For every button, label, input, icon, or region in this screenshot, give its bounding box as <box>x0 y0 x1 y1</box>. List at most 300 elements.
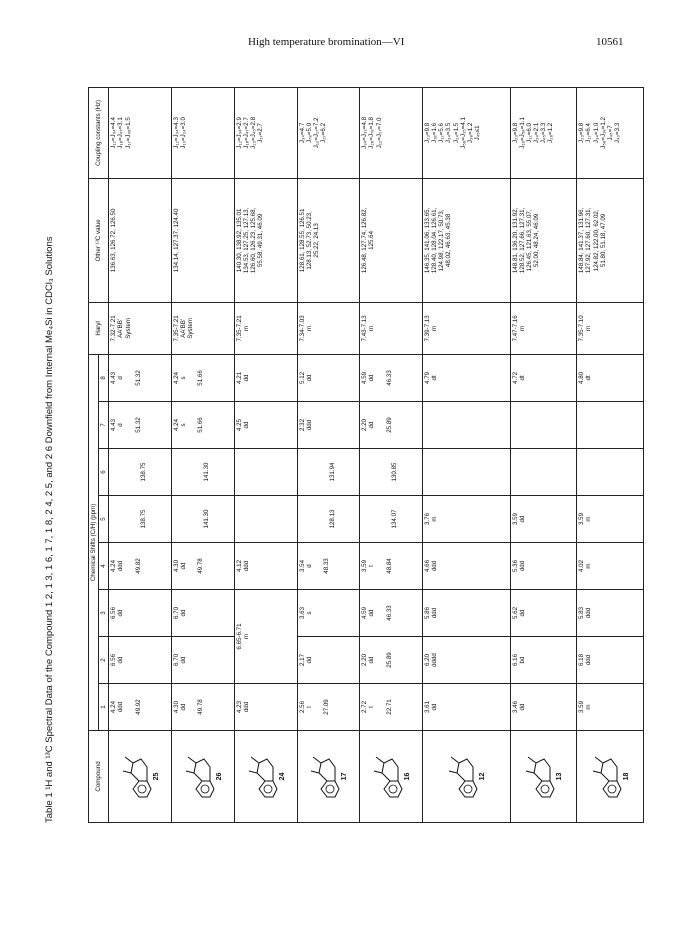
cell-text: dt <box>431 375 439 381</box>
shift-pos-2 <box>109 637 172 684</box>
header-pos-3: 3 <box>99 590 109 637</box>
cell-text: J₅₈=J₁₈=1.2 <box>599 117 607 149</box>
cell-text: dd <box>180 562 188 570</box>
cell-text: dd <box>180 609 188 617</box>
cell-text: 2.20 <box>361 418 369 432</box>
compound-cell <box>577 731 644 823</box>
cell-text: 3.59 <box>578 700 586 714</box>
cell-text: ddd <box>242 560 250 572</box>
cell-text: 4.24 <box>110 559 118 573</box>
cell-text: J₂₃=J₄₅=2.8 <box>250 116 258 149</box>
cell-gap <box>376 639 386 681</box>
cell-text: dd <box>305 374 313 382</box>
coupling-constants <box>172 87 235 178</box>
cell-text: 4.43 <box>110 418 118 432</box>
cell-text: J₃₄=2.1 <box>532 122 540 144</box>
other-c13-values <box>109 178 172 302</box>
cell-text: J₁₂=5.6 <box>438 122 446 143</box>
cell-text: 51.66 <box>197 370 205 386</box>
cell-text: ddd <box>585 654 593 666</box>
cell-text: 49.78 <box>197 699 205 715</box>
cell-gap <box>319 451 329 493</box>
cell-text: dddd <box>431 653 439 667</box>
cell-text: 7.43-7.13 <box>361 315 369 342</box>
cell-text: dd <box>368 374 376 382</box>
shift-pos-4 <box>297 543 360 590</box>
cell-text: m <box>585 516 593 522</box>
cell-text: dd <box>518 515 526 523</box>
cell-text: 146.35, 141.06, 133.65, <box>424 207 432 274</box>
header-pos-1: 1 <box>99 684 109 731</box>
compound-number: 25 <box>153 772 161 781</box>
cell-text: 130.85 <box>391 462 399 482</box>
shift-pos-6 <box>109 449 172 496</box>
cell-text: ddd <box>431 607 439 619</box>
shift-pos-2 <box>360 637 423 684</box>
cell-text: 6.20 <box>424 653 432 667</box>
cell-text: t <box>368 565 376 567</box>
cell-text: 6.18 <box>578 653 586 667</box>
cell-text: J₂₃=9.8 <box>511 122 519 144</box>
cell-text: 4.24 <box>173 418 181 432</box>
cell-text: ddd <box>585 607 593 619</box>
cell-text: m <box>585 325 593 331</box>
cell-gap <box>193 498 203 540</box>
cell-text: dd <box>242 421 250 429</box>
cell-text: 4.30 <box>173 700 181 714</box>
cell-text: AA'BB' <box>180 318 188 338</box>
cell-gap <box>110 451 120 493</box>
shift-pos-7 <box>109 402 172 449</box>
shift-pos-7 <box>360 402 423 449</box>
cell-text: J₄₅=7 <box>606 125 614 141</box>
cell-text: d <box>117 423 125 427</box>
haryl-shift <box>234 302 297 354</box>
cell-text: d <box>117 376 125 380</box>
cell-text: J₂₄=1.5 <box>452 122 460 144</box>
polycyclic-structure-icon <box>522 750 556 804</box>
cell-text: dd <box>431 703 439 711</box>
shift-pos-1 <box>423 684 510 731</box>
cell-gap <box>512 451 522 493</box>
cell-text: 49.78 <box>197 558 205 574</box>
cell-text: J₁₂=J₁₇=7.0 <box>375 117 383 149</box>
other-c13-values <box>510 178 577 302</box>
compound-cell <box>172 731 235 823</box>
other-c13-values <box>360 178 423 302</box>
shift-pos-5 <box>109 496 172 543</box>
rotated-table-region <box>44 88 644 823</box>
cell-text: 7.35-7.21 <box>173 315 181 342</box>
cell-text: 141.30 <box>203 509 211 529</box>
cell-text: 27.09 <box>322 699 330 715</box>
cell-gap <box>371 451 381 493</box>
cell-text: 134.14, 127.37, 124.40 <box>173 208 181 273</box>
haryl-shift <box>297 302 360 354</box>
table-row <box>510 87 577 822</box>
cell-text: 4.12 <box>235 559 243 573</box>
header-coupling: Coupling constants (Hz) <box>89 87 109 178</box>
cell-text: 49.82 <box>134 558 142 574</box>
cell-text: 134.53, 127.25, 127.13, <box>242 207 250 274</box>
cell-gap <box>376 592 386 634</box>
cell-gap <box>125 686 135 728</box>
cell-text: J₄₅≤1 <box>473 125 481 141</box>
shift-pos-1 <box>510 684 577 731</box>
cell-gap <box>125 357 135 399</box>
header-compound: Compound <box>89 731 109 823</box>
cell-text: J₁₈=J₄₇=3.1 <box>117 117 125 149</box>
shift-pos-1 <box>172 684 235 731</box>
cell-text: 138.75 <box>140 509 148 529</box>
shift-pos-6 <box>423 449 510 496</box>
shift-pos-3 <box>297 590 360 637</box>
cell-text: J₂₈=J₇₈=1.8 <box>368 117 376 149</box>
cell-gap <box>187 357 197 399</box>
cell-text: 128.13 <box>328 509 336 529</box>
header-haryl: Haryl <box>89 302 109 354</box>
cell-text: m <box>585 704 593 710</box>
cell-text: s <box>305 611 313 615</box>
cell-text: 5.83 <box>578 606 586 620</box>
cell-text: 5.12 <box>298 371 306 384</box>
shift-pos-2-3 <box>234 590 297 684</box>
shift-pos-7 <box>172 402 235 449</box>
cell-text: 127.92, 127.60, 127.31, <box>585 207 593 274</box>
coupling-constants <box>577 87 644 178</box>
compound-cell <box>360 731 423 823</box>
cell-text: 55.58, 49.31, 46.09 <box>257 213 265 268</box>
cell-gap <box>424 404 434 446</box>
table-row <box>577 87 644 822</box>
cell-gap <box>512 404 522 446</box>
cell-text: ddd <box>117 701 125 713</box>
cell-text: 124.82, 122.00, 62.02, <box>592 209 600 272</box>
cell-text: J₁₈=1.6 <box>431 122 439 143</box>
header-chemical-shifts: Chemical Shifts (C/H) (ppm) <box>89 354 99 730</box>
cell-text: 2.56 <box>298 700 306 714</box>
cell-text: J₁₂=6.0 <box>525 122 533 143</box>
cell-text: dd <box>242 374 250 382</box>
cell-gap <box>578 451 588 493</box>
cell-gap <box>236 451 246 493</box>
shift-pos-6 <box>297 449 360 496</box>
cell-text: J₄₃=3.3 <box>613 122 621 144</box>
cell-text: 3.59 <box>578 512 586 526</box>
shift-pos-3 <box>172 590 235 637</box>
cell-text: t <box>305 706 313 708</box>
cell-text: 4.43 <box>110 371 118 384</box>
shift-pos-8 <box>109 354 172 401</box>
cell-text: m <box>368 325 376 331</box>
cell-text: 51.80, 51.18, 47.09 <box>599 213 607 268</box>
cell-gap <box>187 545 197 587</box>
cell-text: 46.33 <box>385 370 393 386</box>
shift-pos-8 <box>297 354 360 401</box>
cell-text: 6.70 <box>173 653 181 667</box>
shift-pos-5 <box>423 496 510 543</box>
cell-text: 4.79 <box>424 371 432 384</box>
shift-pos-7 <box>234 402 297 449</box>
compound-cell <box>109 731 172 823</box>
shift-pos-5 <box>510 496 577 543</box>
cell-text: s <box>180 423 188 427</box>
header-pos-2: 2 <box>99 637 109 684</box>
cell-text: 3.59 <box>361 559 369 573</box>
polycyclic-structure-icon <box>589 750 623 804</box>
shift-pos-6 <box>172 449 235 496</box>
cell-text: ddd <box>117 560 125 572</box>
cell-text: 4.59 <box>361 371 369 384</box>
cell-text: 124.98, 122.17, 50.73, <box>438 209 446 272</box>
cell-text: dd <box>518 703 526 711</box>
cell-text: 25.89 <box>385 652 393 668</box>
cell-text: 128.40, 128.04, 126.61, <box>431 207 439 274</box>
shift-pos-8 <box>360 354 423 401</box>
shift-pos-3 <box>510 590 577 637</box>
polycyclic-structure-icon <box>307 750 341 804</box>
cell-text: 5.86 <box>424 606 432 620</box>
shift-pos-5 <box>577 496 644 543</box>
cell-gap <box>183 498 193 540</box>
cell-text: 125.64 <box>368 230 376 250</box>
shift-pos-2 <box>510 637 577 684</box>
cell-text: J₁₂=J₃₄=4.3 <box>173 117 181 149</box>
cell-text: m <box>518 325 526 331</box>
cell-text: 3.54 <box>298 559 306 573</box>
haryl-shift <box>423 302 510 354</box>
cell-text: 52.00, 48.24, 46.09 <box>532 213 540 268</box>
cell-text: dd <box>180 703 188 711</box>
polycyclic-structure-icon <box>370 750 404 804</box>
header-other-c13: Other ¹³C value <box>89 178 109 302</box>
compound-number: 26 <box>215 772 223 781</box>
cell-text: dd <box>305 656 313 664</box>
shift-pos-5 <box>297 496 360 543</box>
cell-text: 6.16 <box>511 653 519 667</box>
cell-text: 3.63 <box>298 606 306 620</box>
cell-text: J₁₃=J₂₄=3.0 <box>180 117 188 149</box>
cell-text: 7.32-7.21 <box>110 315 118 342</box>
table-row <box>360 87 423 822</box>
shift-pos-1 <box>297 684 360 731</box>
shift-pos-2 <box>297 637 360 684</box>
cell-text: 2.32 <box>298 418 306 432</box>
shift-pos-7 <box>510 402 577 449</box>
cell-gap <box>173 498 183 540</box>
cell-gap <box>130 451 140 493</box>
cell-text: 51.32 <box>134 370 142 386</box>
cell-gap <box>309 498 319 540</box>
cell-text: J₂₃=9.8 <box>578 122 586 144</box>
cell-gap <box>173 451 183 493</box>
header-pos-7: 7 <box>99 402 109 449</box>
shift-pos-8 <box>510 354 577 401</box>
cell-gap <box>376 404 386 446</box>
cell-text: dt <box>518 375 526 381</box>
cell-text: dd <box>180 656 188 664</box>
cell-text: 4.02 <box>578 559 586 573</box>
table-row <box>172 87 235 822</box>
shift-pos-1 <box>109 684 172 731</box>
table-row <box>109 87 172 822</box>
shift-pos-2 <box>577 637 644 684</box>
cell-gap <box>376 545 386 587</box>
cell-text: 7.39-7.13 <box>424 315 432 342</box>
header-pos-8: 8 <box>99 354 109 401</box>
cell-text: 138.75 <box>140 462 148 482</box>
cell-text: J₂₃=9.8 <box>424 122 432 144</box>
cell-text: 3.76 <box>424 512 432 526</box>
haryl-shift <box>510 302 577 354</box>
cell-text: 25.89 <box>385 417 393 433</box>
shift-pos-3 <box>577 590 644 637</box>
cell-text: dt <box>585 375 593 381</box>
cell-gap <box>371 498 381 540</box>
other-c13-values <box>234 178 297 302</box>
cell-text: 6.56 <box>110 606 118 620</box>
cell-text: 22.71 <box>385 699 393 715</box>
compound-cell <box>234 731 297 823</box>
cell-text: ddd <box>518 560 526 572</box>
table-row <box>234 87 297 822</box>
cell-text: J₁₇=2.7 <box>257 123 265 143</box>
haryl-shift <box>109 302 172 354</box>
cell-gap <box>424 451 434 493</box>
header-pos-6: 6 <box>99 449 109 496</box>
cell-text: J₃₄=J₃₂=4.8 <box>361 116 369 149</box>
coupling-constants <box>423 87 510 178</box>
cell-text: m <box>431 516 439 522</box>
cell-text: 4.25 <box>235 418 243 432</box>
cell-text: m <box>305 325 313 331</box>
cell-text: J₅₈=J₁₅=4.1 <box>459 117 467 149</box>
cell-text: 48.02, 46.63, 45.38 <box>445 213 453 268</box>
cell-gap <box>187 686 197 728</box>
coupling-constants <box>109 87 172 178</box>
cell-text: 4.24 <box>173 371 181 384</box>
cell-text: J₃₈=1.2 <box>466 122 474 144</box>
shift-pos-8 <box>577 354 644 401</box>
cell-text: J₄₅=3.3 <box>540 122 548 144</box>
cell-text: 136.63, 126.72, 126.50 <box>110 208 118 273</box>
cell-text: ddd <box>305 419 313 431</box>
cell-text: J₁₂=6.4 <box>585 122 593 143</box>
cell-text: System <box>187 318 195 339</box>
cell-text: dd <box>368 609 376 617</box>
cell-text: 7.47-7.16 <box>511 315 519 342</box>
cell-text: 49.92 <box>134 699 142 715</box>
table-row <box>297 87 360 822</box>
cell-text: 51.66 <box>197 417 205 433</box>
other-c13-values <box>172 178 235 302</box>
cell-gap <box>319 498 329 540</box>
shift-pos-4 <box>360 543 423 590</box>
shift-pos-4 <box>234 543 297 590</box>
cell-gap <box>125 545 135 587</box>
shift-pos-3 <box>423 590 510 637</box>
cell-text: 6.56 <box>110 653 118 667</box>
cell-text: J₂₈=1.2 <box>547 122 555 144</box>
polycyclic-structure-icon <box>119 750 153 804</box>
shift-pos-1 <box>360 684 423 731</box>
cell-text: J₃₄=3.5 <box>445 122 453 144</box>
shift-pos-4 <box>423 543 510 590</box>
shift-pos-8 <box>234 354 297 401</box>
shift-pos-3 <box>109 590 172 637</box>
cell-gap <box>313 686 323 728</box>
shift-pos-5 <box>172 496 235 543</box>
shift-pos-8 <box>172 354 235 401</box>
cell-text: 126.45, 121.63, 55.07, <box>525 209 533 272</box>
cell-gap <box>376 686 386 728</box>
polycyclic-structure-icon <box>245 750 279 804</box>
cell-text: dd <box>368 421 376 429</box>
table-caption: Table 1 ¹H and ¹³C Spectral Data of the Compound 1 2, 1 3, 1 6, 1 7, 1 8, 2 4, 2 5, and 2 6 Downfield from Internal Me₄Si in CDCl₃ Solutions <box>44 236 55 823</box>
cell-gap <box>183 451 193 493</box>
cell-gap <box>299 498 309 540</box>
cell-text: 5.62 <box>511 606 519 620</box>
cell-text: 4.23 <box>235 700 243 714</box>
cell-text: dd <box>518 609 526 617</box>
cell-text: 4.24 <box>110 700 118 714</box>
shift-pos-2 <box>423 637 510 684</box>
cell-text: 4.66 <box>424 559 432 573</box>
cell-text: J₁₂=J₃₄=4.4 <box>110 117 118 149</box>
cell-text: 4.30 <box>173 559 181 573</box>
cell-text: t <box>368 706 376 708</box>
cell-text: dd <box>368 656 376 664</box>
cell-text: J₂₇=6.2 <box>319 122 327 143</box>
cell-text: 128.13, 52.73, 50.23, <box>305 211 313 270</box>
cell-text: J₁₂=J₃₄=2.9 <box>235 117 243 149</box>
cell-text: 4.80 <box>578 371 586 384</box>
cell-text: J₁₈=J₅₈=1.1 <box>518 117 526 149</box>
cell-text: J₁₂=J₁₇=7.2 <box>312 117 320 149</box>
cell-text: 148.81, 136.20, 131.92, <box>511 207 519 274</box>
cell-gap <box>309 451 319 493</box>
cell-text: 7.35-7.10 <box>578 315 586 342</box>
cell-gap <box>299 451 309 493</box>
shift-pos-6 <box>360 449 423 496</box>
cell-text: dd <box>117 609 125 617</box>
compound-cell <box>297 731 360 823</box>
shift-pos-4 <box>510 543 577 590</box>
cell-text: bd <box>518 656 526 664</box>
header-pos-5: 5 <box>99 496 109 543</box>
cell-text: 7.35-7.21 <box>235 315 243 342</box>
haryl-shift <box>172 302 235 354</box>
cell-text: 3.61 <box>424 700 432 714</box>
cell-text: J₁₇=J₄₈=1.5 <box>124 117 132 149</box>
cell-gap <box>125 404 135 446</box>
shift-pos-3 <box>360 590 423 637</box>
cell-gap <box>130 498 140 540</box>
cell-text: 2.20 <box>361 653 369 667</box>
cell-gap <box>578 404 588 446</box>
cell-text: 126.48, 127.74, 126.82, <box>361 207 369 274</box>
cell-text: 2.17 <box>298 653 306 667</box>
coupling-constants <box>360 87 423 178</box>
cell-text: 25.22, 24.13 <box>312 223 320 258</box>
cell-text: 4.59 <box>361 606 369 620</box>
cell-text: 140.30, 138.92, 135.01 <box>235 208 243 273</box>
cell-text: 3.46 <box>511 700 519 714</box>
cell-text: ddd <box>242 701 250 713</box>
shift-pos-5 <box>360 496 423 543</box>
cell-text: 2.72 <box>361 700 369 714</box>
cell-text: 51.32 <box>134 417 142 433</box>
